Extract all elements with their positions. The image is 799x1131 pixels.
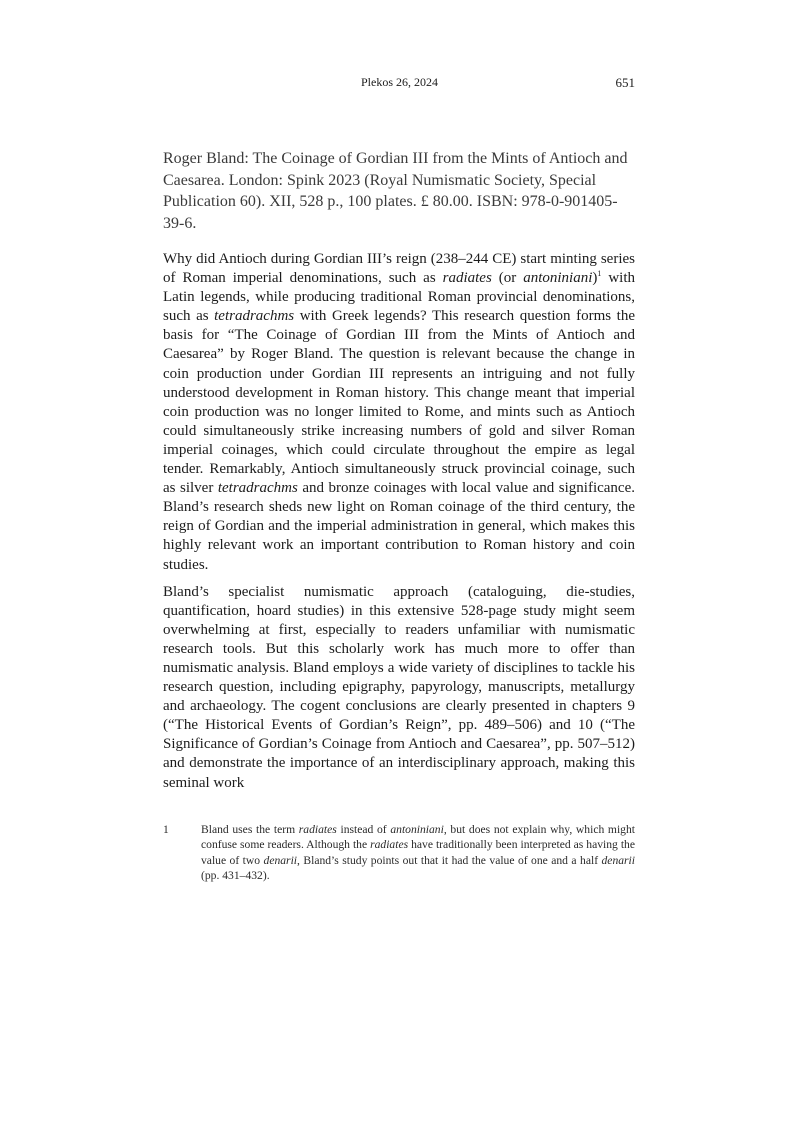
- italic-term: antoniniani: [523, 270, 593, 287]
- review-heading: Roger Bland: The Coinage of Gordian III from the Mints of Antioch and Caesarea. London: Spink 2023 (Royal Numismatic Society, Special Publication 60). XII, 528 p., 100 plates. £ 80.00. ISBN: 978-0-901405-39-6.: [163, 150, 628, 232]
- text-run: with Latin legends, while producing traditional Roman provincial denominations, such as: [163, 270, 635, 325]
- paragraph-2: Bland’s specialist numismatic approach (cataloguing, die-studies, quantification, hoard studies) in this extensive 528-page study might seem overwhelming at first, especially to readers unfamiliar with numismatic research tools. But this scholarly work has much more to offer than numismatic analysis. Bland employs a wide variety of disciplines to tackle his research question, including epigraphy, papyrology, manuscripts, metallurgy and archaeology. The cogent conclusions are clearly presented in chapters 9 (“The Historical Events of Gordian’s Reign”, pp. 489–506) and 10 (“The Significance of Gordian’s Coinage from Antioch and Caesarea”, pp. 507–512) and demonstrate the importance of an interdisciplinary approach, making this seminal work: [163, 583, 635, 791]
- italic-term: denarii: [263, 853, 298, 867]
- footnote-number: 1: [163, 823, 169, 836]
- text-run: and bronze coinages with local value and significance. Bland’s research sheds new light on Roman coinage of the third century, the reign of Gordian and the imperial administration in general, which makes this highly relevant work an important contribution to Roman history and coin studies.: [163, 480, 636, 573]
- running-head: [0, 75, 799, 95]
- text-run: with Greek legends? This research question forms the basis for “The Coinage of Gordian III from the Mints of Antioch and Caesarea” by Roger Bland. The question is relevant because the change in coin production under Gordian III represents an intriguing and not fully understood development in Roman history. This change meant that imperial coin production was no longer limited to Rome, and mints such as Antioch could simultaneously strike increasing numbers of gold and silver Roman imperial coinages, which could circulate throughout the empire as legal tender. Remarkably, Antioch simultaneously struck provincial coinage, such as silver: [163, 308, 635, 497]
- italic-term: radiates: [298, 823, 337, 836]
- italic-term: denarii: [601, 853, 635, 867]
- text-run: (pp. 431–432).: [201, 869, 270, 883]
- page-number: 651: [615, 75, 635, 90]
- text-run: instead of: [336, 823, 391, 836]
- footnote-ref-1[interactable]: 1: [597, 269, 602, 279]
- journal-name: Plekos 26, 2024: [360, 75, 438, 89]
- text-run: Bland uses the term: [201, 823, 299, 836]
- review-body: [163, 250, 635, 801]
- footnote-text: [201, 822, 635, 884]
- text-run: Why did Antioch during Gordian III’s reign (238–244 CE) start minting series of Roman imperial denominations, such as: [163, 251, 635, 287]
- footnotes: [163, 822, 635, 884]
- italic-term: antoniniani: [390, 823, 444, 836]
- italic-term: tetradrachms: [217, 480, 298, 497]
- paragraph-1: [163, 250, 635, 575]
- footnote-1: [163, 822, 635, 884]
- text-run: have traditionally been interpreted as having the value of two: [201, 838, 635, 867]
- text-run: ): [592, 270, 598, 287]
- text-run: (or: [491, 270, 524, 287]
- italic-term: tetradrachms: [214, 308, 295, 325]
- italic-term: radiates: [370, 838, 409, 852]
- italic-term: radiates: [442, 270, 492, 287]
- text-run: , Bland’s study points out that it had the value of one and a half: [297, 853, 602, 867]
- text-run: , but does not explain why, which might confuse some readers. Although the: [201, 823, 635, 852]
